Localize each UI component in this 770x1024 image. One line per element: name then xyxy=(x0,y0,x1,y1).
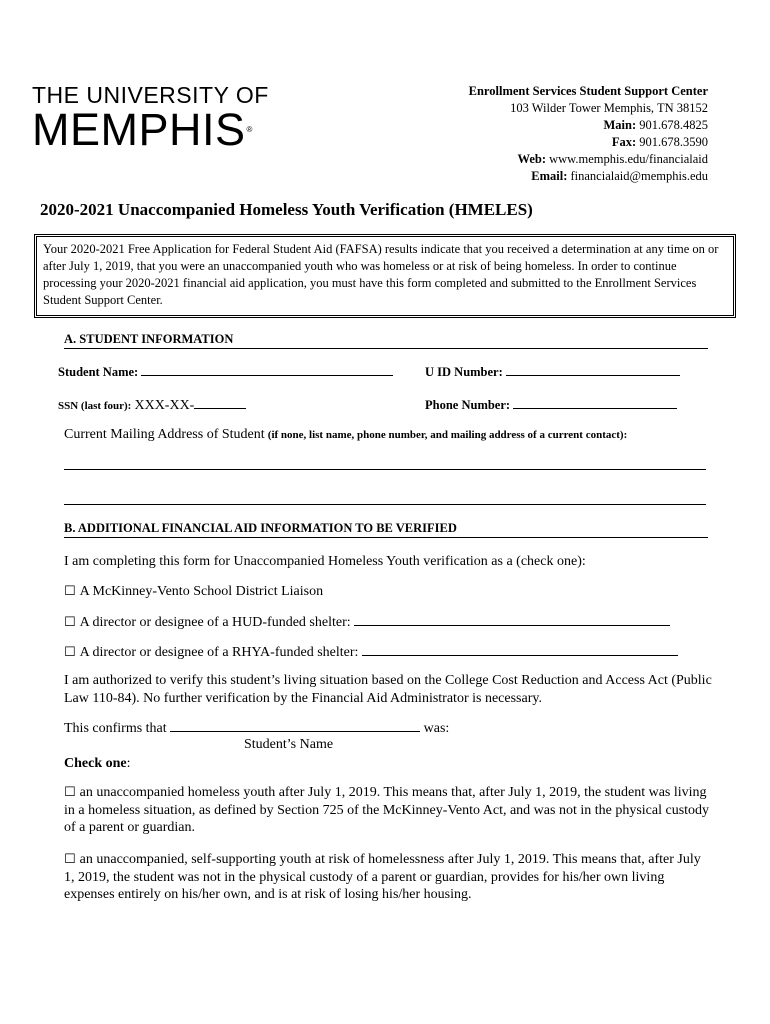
checkbox-icon[interactable]: ☐ xyxy=(64,785,76,800)
notice-box: Your 2020-2021 Free Application for Federal Student Aid (FAFSA) results indicate that you received a determination at any time on or after July 1, 2019, that you were an unaccompanied youth who was homeless or at risk of being homeless. In order to continue processing your 2020-2021 financial aid application, you must have this form completed and submitted to the Enrollment Services Student Support Center. xyxy=(34,234,736,318)
option-liaison[interactable]: ☐ A McKinney-Vento School District Liaison xyxy=(64,584,324,599)
email-address: Email: financialaid@memphis.edu xyxy=(531,169,708,183)
hud-shelter-blank[interactable] xyxy=(354,614,670,626)
uid-number-field[interactable]: U ID Number: xyxy=(425,364,680,380)
checkbox-icon[interactable]: ☐ xyxy=(64,645,76,660)
logo-line-1: THE UNIVERSITY OF xyxy=(32,82,269,108)
office-name: Enrollment Services Student Support Center xyxy=(468,84,708,98)
main-phone: Main: 901.678.4825 xyxy=(603,118,708,132)
checkbox-icon[interactable]: ☐ xyxy=(64,615,76,630)
rhya-shelter-blank[interactable] xyxy=(362,644,678,656)
check-one-label: Check one: xyxy=(64,756,131,771)
fax-number: Fax: 901.678.3590 xyxy=(611,135,708,149)
phone-number-blank[interactable] xyxy=(513,397,677,409)
office-address: 103 Wilder Tower Memphis, TN 38152 xyxy=(510,101,708,115)
section-a-heading: A. STUDENT INFORMATION xyxy=(64,332,708,349)
ssn-blank[interactable] xyxy=(194,397,246,409)
phone-number-field[interactable]: Phone Number: xyxy=(425,397,677,413)
student-name-blank[interactable] xyxy=(141,364,393,376)
mailing-address-line-1[interactable] xyxy=(64,469,706,470)
checkbox-icon[interactable]: ☐ xyxy=(64,584,76,599)
form-title: 2020-2021 Unaccompanied Homeless Youth Verification (HMELES) xyxy=(40,200,533,219)
ssn-field[interactable]: SSN (last four): XXX-XX- xyxy=(58,397,246,414)
status-homeless-youth[interactable]: ☐ an unaccompanied homeless youth after July 1, 2019. This means that, after July 1, 2019, the student was living in a homeless situation, as defined by Section 725 of the McKinney-Vento Act, and was not in the physical custody of a parent or guardian. xyxy=(64,785,710,835)
verifier-intro: I am completing this form for Unaccompanied Homeless Youth verification as a (check one): xyxy=(64,554,586,569)
student-name-field[interactable]: Student Name: xyxy=(58,364,393,380)
section-b-heading: B. ADDITIONAL FINANCIAL AID INFORMATION TO BE VERIFIED xyxy=(64,521,708,538)
confirms-line: This confirms that was: xyxy=(64,721,450,736)
uid-number-blank[interactable] xyxy=(506,364,680,376)
student-name-caption: Student’s Name xyxy=(244,737,334,752)
status-at-risk-youth[interactable]: ☐ an unaccompanied, self-supporting youth at risk of homelessness after July 1, 2019. This means that, after July 1, 2019, the student was not in the physical custody of a parent or guardian, provides for his/her own living expenses entirely on his/her own, and is at risk of losing his/her housing. xyxy=(64,852,701,902)
ssn-prefix: XXX-XX- xyxy=(134,398,195,413)
registered-mark: ® xyxy=(246,125,253,134)
contact-block xyxy=(469,83,708,185)
authorization-statement: I am authorized to verify this student’s living situation based on the College Cost Reduction and Access Act (Public Law 110-84). No further verification by the Financial Aid Administrator is necessary. xyxy=(64,673,712,706)
mailing-address-line-2[interactable] xyxy=(64,504,706,505)
option-rhya-shelter[interactable]: ☐ A director or designee of a RHYA-funded shelter: xyxy=(64,644,678,661)
university-logo xyxy=(32,82,269,155)
web-address: Web: www.memphis.edu/financialaid xyxy=(517,152,708,166)
checkbox-icon[interactable]: ☐ xyxy=(64,852,76,867)
mailing-address-label: Current Mailing Address of Student (if none, list name, phone number, and mailing address of a current contact): xyxy=(64,427,628,442)
confirmed-student-name-blank[interactable] xyxy=(170,720,420,732)
logo-line-2: MEMPHIS® xyxy=(32,104,253,155)
option-hud-shelter[interactable]: ☐ A director or designee of a HUD-funded shelter: xyxy=(64,614,670,631)
